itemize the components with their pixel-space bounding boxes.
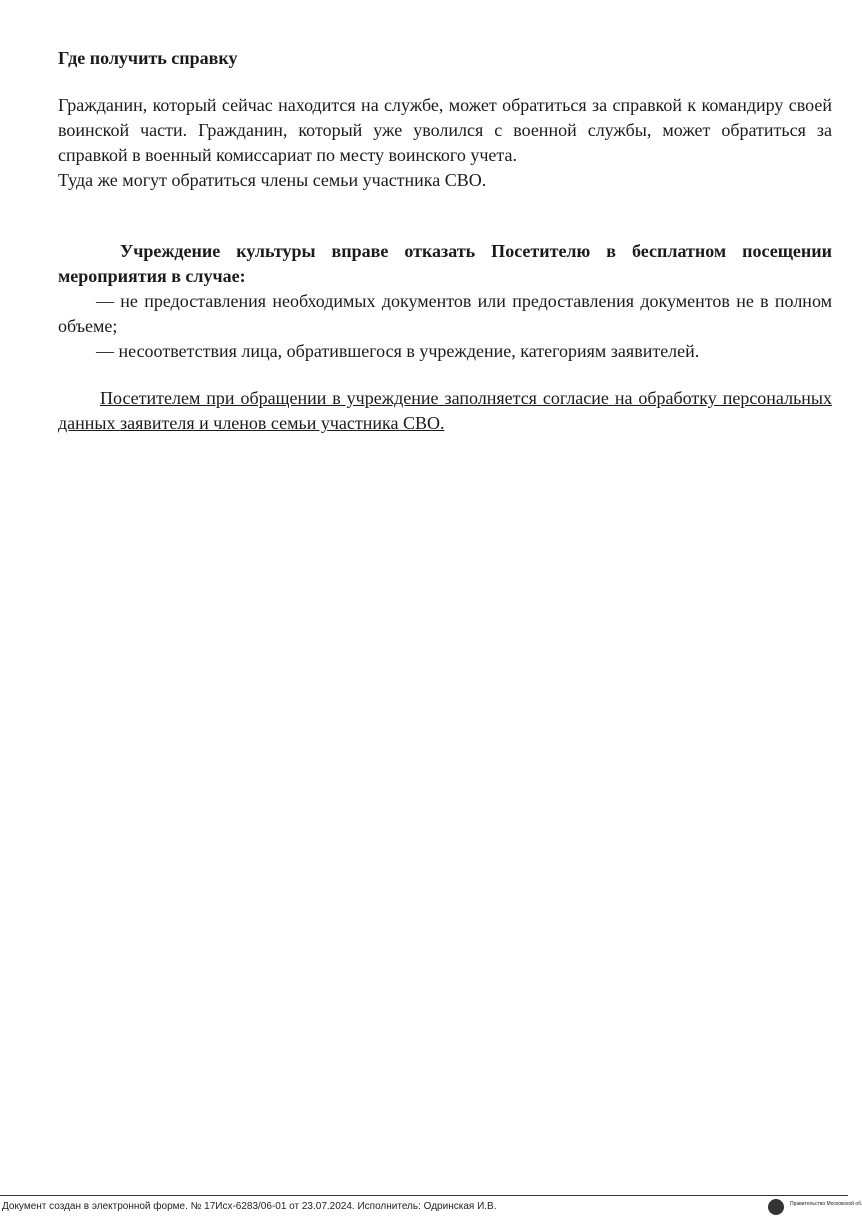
document-body (58, 46, 832, 436)
refusal-title: Учреждение культуры вправе отказать Посетителю в бесплатном посещении мероприятия в случае: (58, 241, 832, 286)
footer-text: Документ создан в электронной форме. № 17Исх-6283/06-01 от 23.07.2024. Исполнитель: Одринская И.В. (2, 1201, 497, 1212)
coat-of-arms-icon (768, 1199, 784, 1215)
consent-note: Посетителем при обращении в учреждение заполняется согласие на обработку персональных данных заявителя и членов семьи участника СВО. (58, 388, 832, 433)
document-footer (0, 1195, 862, 1216)
section-heading: Где получить справку (58, 48, 238, 68)
refusal-item: — несоответствия лица, обратившегося в учреждение, категориям заявителей. (96, 341, 700, 361)
certificate-paragraph: Гражданин, который сейчас находится на службе, может обратиться за справкой к командиру своей воинской части. Гражданин, который уже уволился с военной службы, может обратиться за справкой в военный комиссариат по месту воинского учета. (58, 95, 832, 165)
refusal-item: — не предоставления необходимых документов или предоставления документов не в полном объеме; (58, 291, 832, 336)
footer-org-label: Правительство Московской об. (790, 1201, 862, 1207)
family-line: Туда же могут обратиться члены семьи участника СВО. (58, 170, 487, 190)
